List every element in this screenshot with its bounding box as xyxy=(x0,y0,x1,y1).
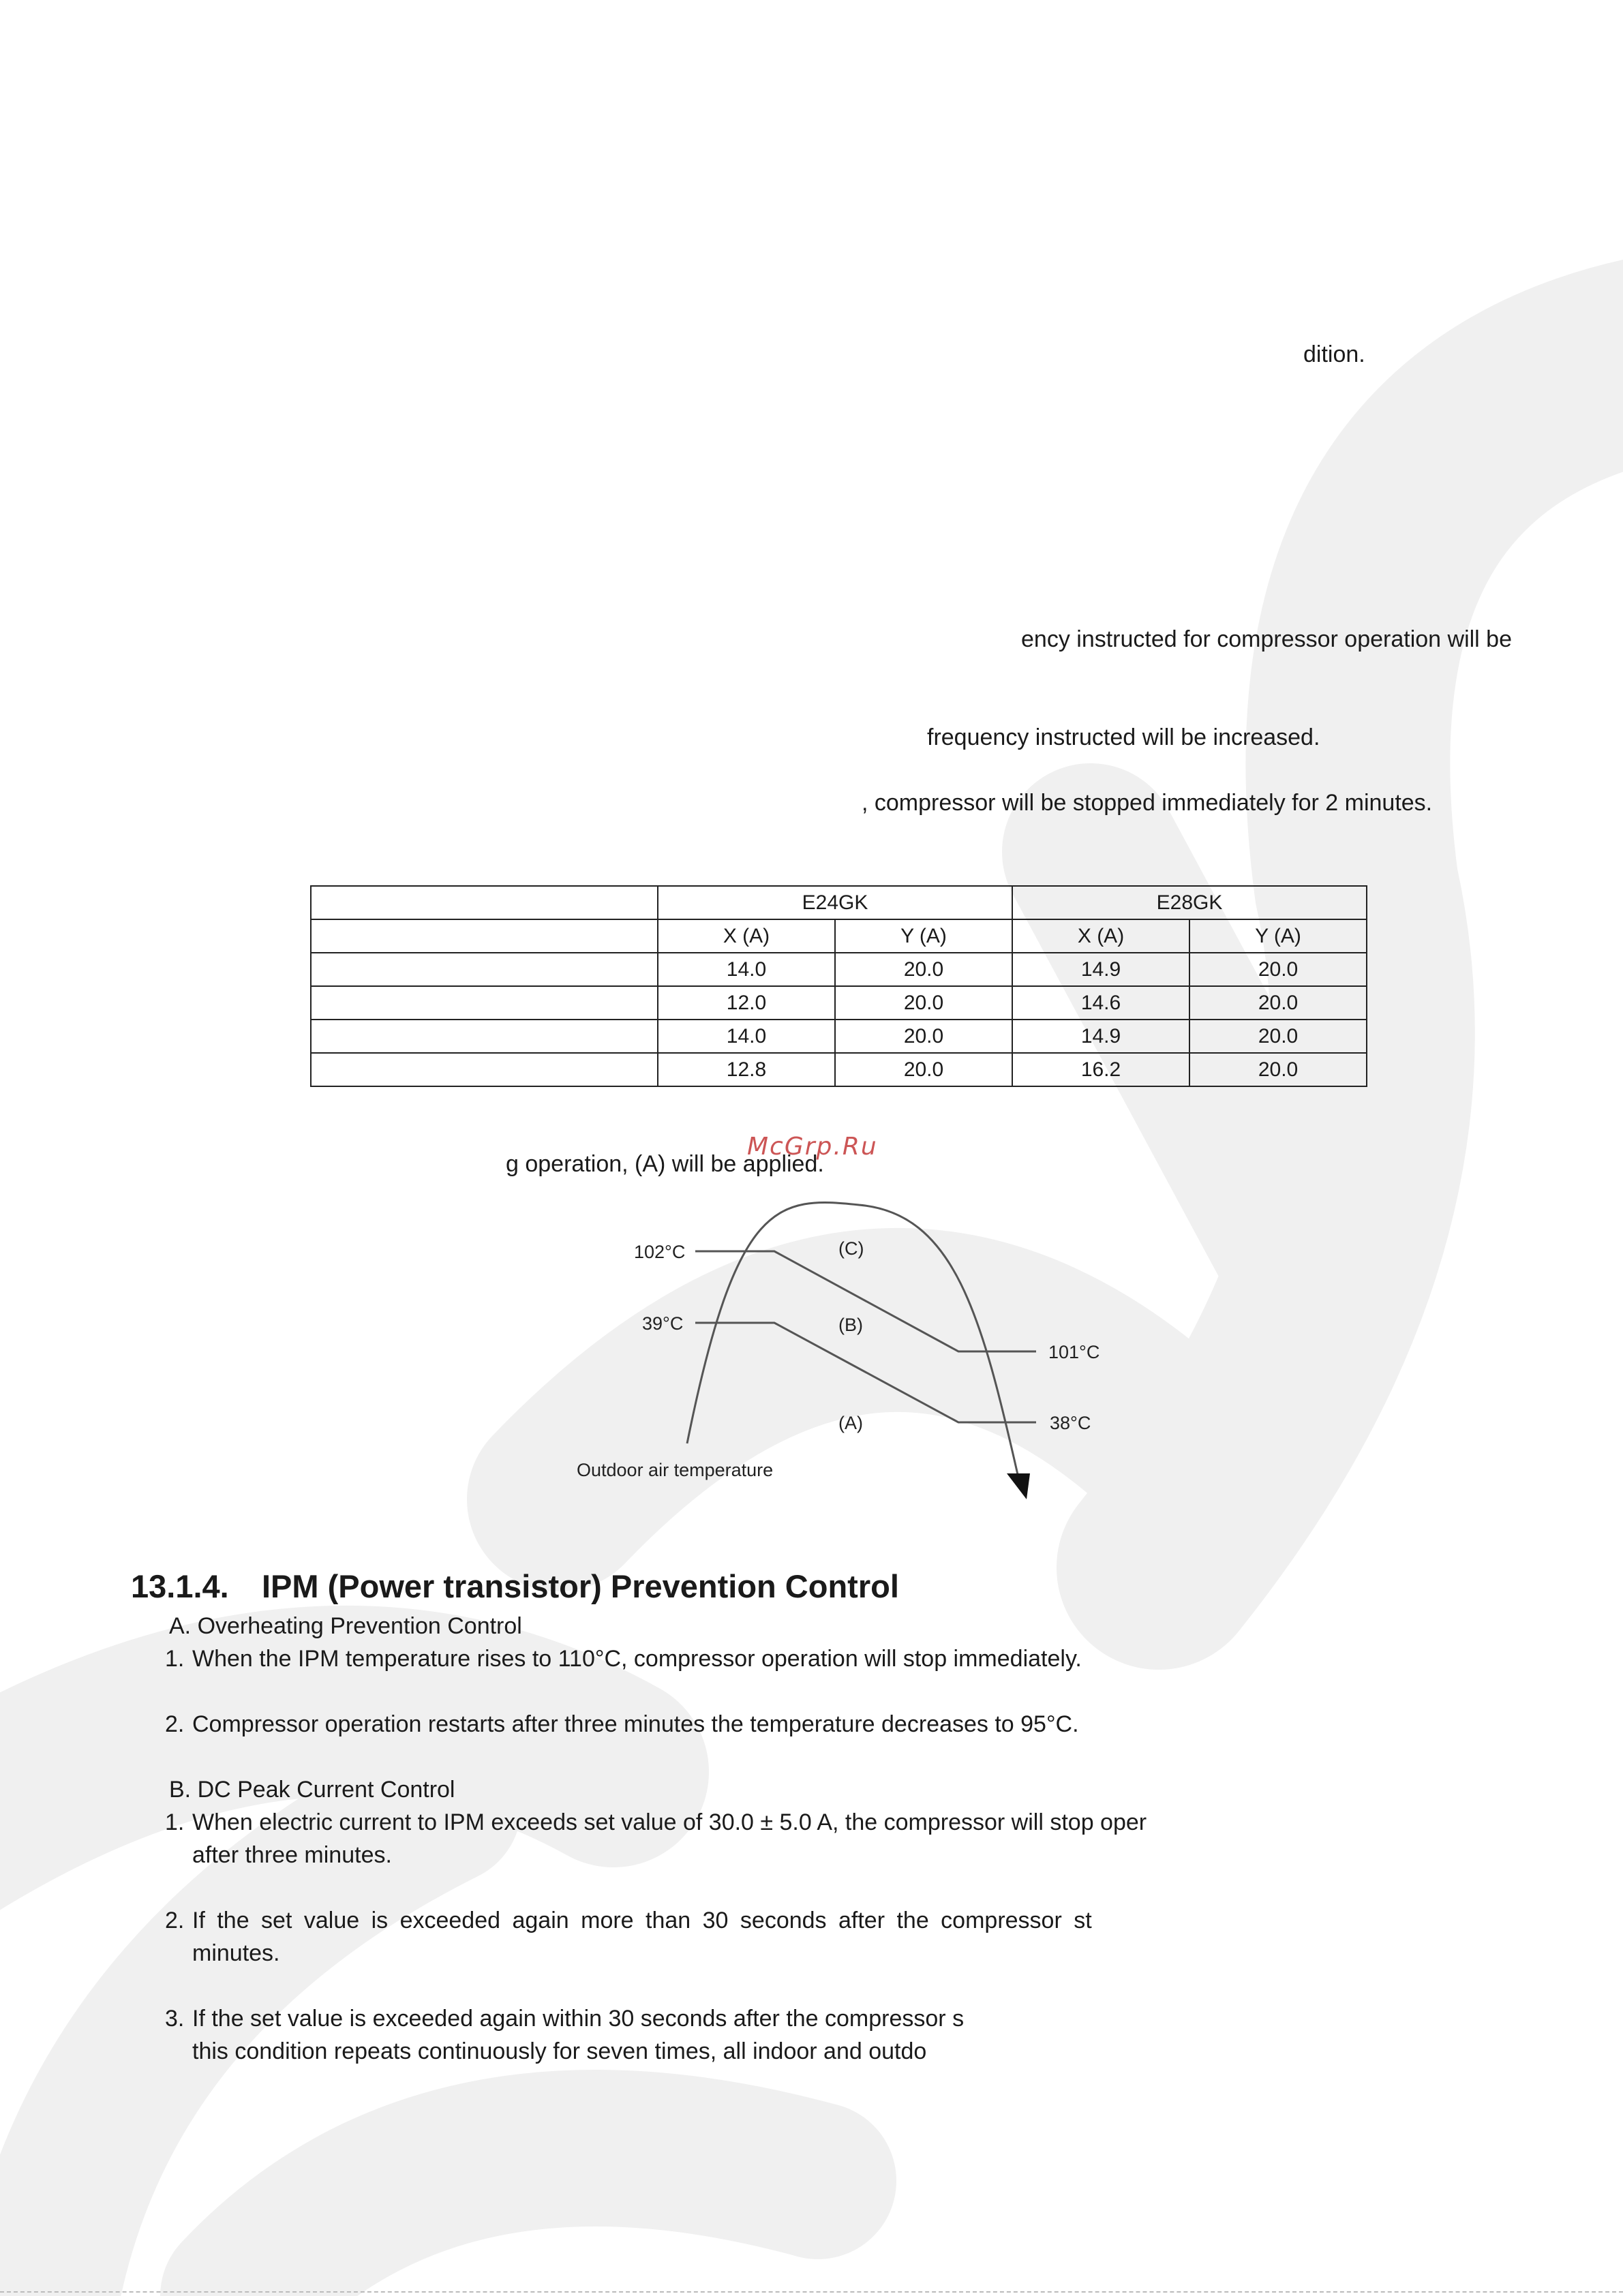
table-header-cell: Y (A) xyxy=(1189,919,1367,953)
table-cell: 20.0 xyxy=(835,1020,1012,1053)
axis-label: Outdoor air temperature xyxy=(577,1460,774,1480)
arrowhead xyxy=(1007,1473,1030,1499)
table-header-cell: X (A) xyxy=(1012,919,1189,953)
label-101c: 101°C xyxy=(1048,1342,1100,1362)
table-cell: 14.9 xyxy=(1012,953,1189,986)
table-header-cell: Y (A) xyxy=(835,919,1012,953)
threshold-line-lower xyxy=(695,1323,1036,1422)
table-cell: 20.0 xyxy=(835,986,1012,1020)
table-cell: 20.0 xyxy=(835,1053,1012,1086)
list-item: If the set value is exceeded again more than 30 seconds after the compressor st xyxy=(192,1908,1092,1933)
text-fragment: dition. xyxy=(1303,341,1365,367)
list-item: When electric current to IPM exceeds set value of 30.0 ± 5.0 A, the compressor will stop oper xyxy=(192,1809,1147,1835)
text-fragment: ency instructed for compressor operation will be xyxy=(1021,626,1512,652)
table-header-cell: E24GK xyxy=(658,886,1012,919)
list-number: 3. xyxy=(165,2006,185,2032)
table-cell: 20.0 xyxy=(1189,953,1367,986)
table-cell: 12.8 xyxy=(658,1053,835,1086)
list-item-continuation: minutes. xyxy=(192,1940,280,1966)
threshold-line-upper xyxy=(695,1251,1036,1351)
label-39c: 39°C xyxy=(642,1313,684,1334)
zone-label-b: (B) xyxy=(838,1315,863,1335)
list-item-continuation: this condition repeats continuously for seven times, all indoor and outdo xyxy=(192,2038,927,2064)
site-watermark: McGrp.Ru xyxy=(747,1133,878,1161)
table-cell: 20.0 xyxy=(1189,1053,1367,1086)
text-fragment: , compressor will be stopped immediately for 2 minutes. xyxy=(862,790,1433,816)
table-cell: 20.0 xyxy=(1189,1020,1367,1053)
list-item-continuation: after three minutes. xyxy=(192,1842,392,1868)
table-header-cell: X (A) xyxy=(658,919,835,953)
zone-label-c: (C) xyxy=(838,1238,864,1259)
list-number: 2. xyxy=(165,1711,185,1737)
list-number: 1. xyxy=(165,1809,185,1835)
section-number: 13.1.4. xyxy=(131,1568,229,1604)
section-heading xyxy=(131,1567,899,1605)
table-cell: 12.0 xyxy=(658,986,835,1020)
zone-label-a: (A) xyxy=(838,1413,863,1433)
text-fragment: frequency instructed will be increased. xyxy=(927,724,1320,750)
subsection-heading-b: B. DC Peak Current Control xyxy=(169,1777,455,1803)
table-cell: 14.0 xyxy=(658,953,835,986)
list-number: 1. xyxy=(165,1646,185,1672)
table-cell: 14.0 xyxy=(658,1020,835,1053)
section-title: IPM (Power transistor) Prevention Control xyxy=(262,1568,899,1604)
table-cell: 14.9 xyxy=(1012,1020,1189,1053)
subsection-heading-a: A. Overheating Prevention Control xyxy=(169,1613,522,1639)
label-38c: 38°C xyxy=(1050,1413,1091,1433)
list-item: Compressor operation restarts after three minutes the temperature decreases to 95°C. xyxy=(192,1711,1079,1737)
text-fragment: g operation, (A) will be applied. xyxy=(506,1151,824,1177)
table-cell: 14.6 xyxy=(1012,986,1189,1020)
table-header-cell: E28GK xyxy=(1012,886,1367,919)
label-102c: 102°C xyxy=(634,1242,686,1262)
table-cell: 16.2 xyxy=(1012,1053,1189,1086)
table-cell: 20.0 xyxy=(835,953,1012,986)
list-item: When the IPM temperature rises to 110°C, compressor operation will stop immediately. xyxy=(192,1646,1082,1672)
list-number: 2. xyxy=(165,1908,185,1933)
list-item: If the set value is exceeded again within 30 seconds after the compressor s xyxy=(192,2006,965,2032)
table-cell: 20.0 xyxy=(1189,986,1367,1020)
